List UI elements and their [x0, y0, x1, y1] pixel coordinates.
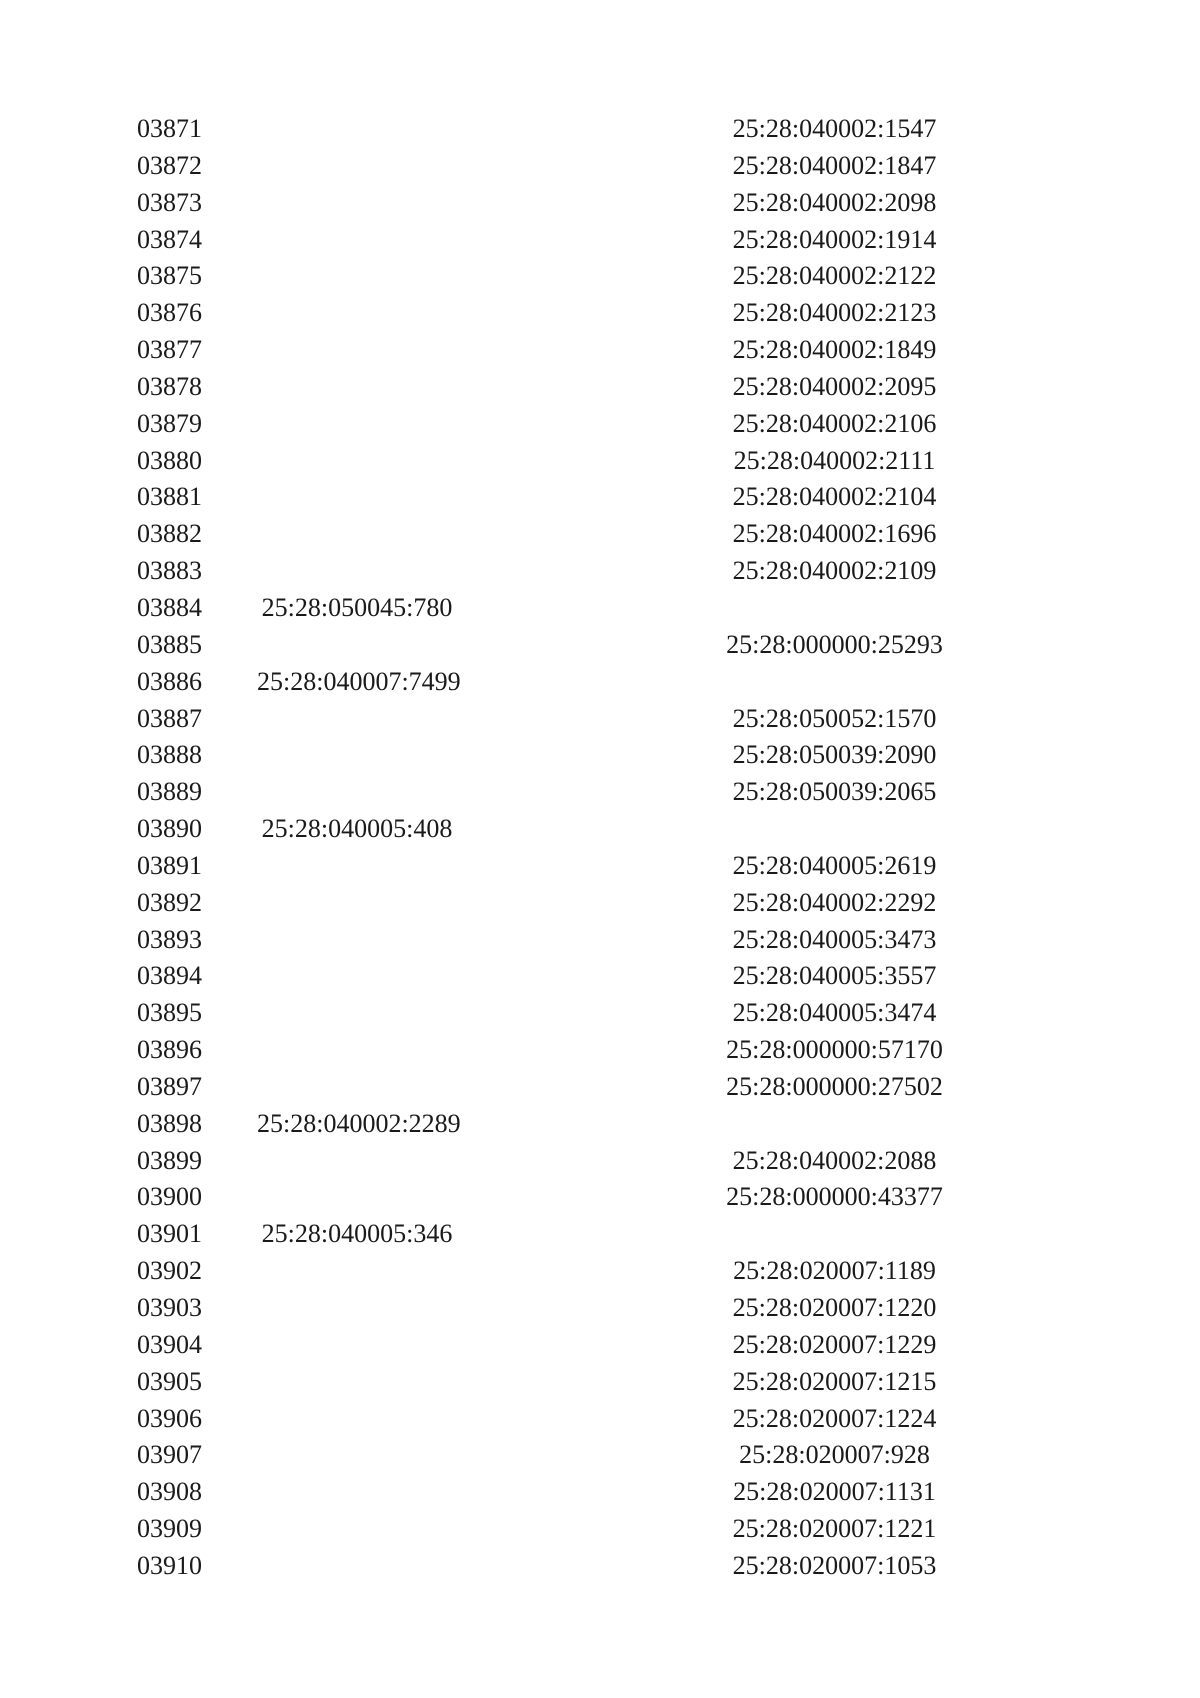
cadastral-number-primary — [257, 369, 457, 406]
table-row — [137, 516, 972, 553]
row-number: 03897 — [137, 1071, 202, 1101]
row-number: 03877 — [137, 335, 202, 365]
cadastral-number-secondary: 25:28:040002:1849 — [732, 335, 937, 365]
row-number: 03905 — [137, 1366, 202, 1396]
cadastral-number-secondary: 25:28:050052:1570 — [732, 703, 937, 733]
row-number: 03907 — [137, 1440, 202, 1470]
cadastral-number-secondary — [697, 590, 972, 627]
spacer-cell — [457, 1106, 697, 1143]
spacer-cell — [457, 479, 697, 516]
table-row — [137, 922, 972, 959]
cadastral-number-primary — [257, 1143, 457, 1180]
spacer-cell — [457, 590, 697, 627]
cadastral-number-primary: 25:28:040005:346 — [261, 1219, 453, 1249]
row-number: 03900 — [137, 1182, 202, 1212]
row-number: 03908 — [137, 1477, 202, 1507]
cadastral-number-primary — [257, 516, 457, 553]
cadastral-number-primary — [257, 995, 457, 1032]
cadastral-number-primary — [257, 774, 457, 811]
row-number: 03903 — [137, 1293, 202, 1322]
row-number: 03910 — [137, 1550, 202, 1580]
cadastral-number-secondary: 25:28:020007:928 — [739, 1440, 930, 1470]
table-row — [137, 627, 972, 664]
table-row — [137, 1032, 972, 1069]
spacer-cell — [457, 664, 697, 701]
cadastral-number-primary — [257, 295, 457, 332]
row-number: 03874 — [137, 224, 202, 254]
spacer-cell — [457, 185, 697, 222]
row-number: 03878 — [137, 371, 202, 401]
row-number: 03872 — [137, 150, 202, 180]
row-number: 03881 — [137, 482, 202, 512]
spacer-cell — [457, 1290, 697, 1327]
cadastral-number-primary: 25:28:040005:408 — [261, 814, 453, 844]
cadastral-number-primary: 25:28:050045:780 — [261, 592, 453, 622]
table-row — [137, 406, 972, 443]
cadastral-number-secondary: 25:28:040002:2292 — [732, 887, 937, 917]
spacer-cell — [457, 1253, 697, 1290]
cadastral-number-secondary: 25:28:020007:1189 — [733, 1256, 936, 1286]
row-number: 03894 — [137, 961, 202, 991]
cadastral-number-primary — [257, 443, 457, 480]
spacer-cell — [457, 332, 697, 369]
row-number: 03909 — [137, 1514, 202, 1544]
row-number: 03895 — [137, 998, 202, 1028]
spacer-cell — [457, 406, 697, 443]
table-row — [137, 222, 972, 259]
cadastral-number-primary — [257, 479, 457, 516]
cadastral-number-secondary: 25:28:000000:27502 — [726, 1071, 943, 1101]
cadastral-number-secondary: 25:28:020007:1220 — [732, 1293, 937, 1322]
row-number: 03883 — [137, 556, 202, 586]
cadastral-number-secondary — [697, 1106, 972, 1143]
cadastral-number-primary — [257, 1327, 457, 1364]
cadastral-number-primary — [257, 1032, 457, 1069]
cadastral-number-secondary: 25:28:040002:1696 — [732, 519, 937, 549]
spacer-cell — [457, 1032, 697, 1069]
cadastral-number-secondary: 25:28:040005:3474 — [732, 998, 937, 1028]
cadastral-number-secondary: 25:28:040005:3473 — [732, 924, 937, 954]
cadastral-number-secondary: 25:28:040002:2109 — [732, 556, 937, 586]
cadastral-number-primary — [257, 627, 457, 664]
table-row — [137, 1401, 972, 1438]
cadastral-number-primary — [257, 222, 457, 259]
cadastral-number-secondary: 25:28:020007:1229 — [732, 1329, 937, 1359]
cadastral-number-primary — [257, 111, 457, 148]
cadastral-number-secondary: 25:28:020007:1215 — [732, 1366, 937, 1396]
cadastral-number-secondary: 25:28:040002:2111 — [733, 445, 936, 475]
spacer-cell — [457, 222, 697, 259]
cadastral-number-secondary: 25:28:040002:2122 — [732, 261, 937, 291]
cadastral-number-primary — [257, 1290, 457, 1327]
table-row — [137, 332, 972, 369]
cadastral-number-secondary: 25:28:020007:1221 — [732, 1514, 937, 1544]
spacer-cell — [457, 516, 697, 553]
cadastral-number-secondary: 25:28:040005:2619 — [732, 850, 937, 880]
spacer-cell — [457, 1143, 697, 1180]
cadastral-number-secondary — [697, 1216, 972, 1253]
cadastral-number-secondary: 25:28:000000:25293 — [726, 629, 943, 659]
spacer-cell — [457, 995, 697, 1032]
row-number: 03888 — [137, 740, 202, 770]
spacer-cell — [457, 1364, 697, 1401]
table-row — [137, 885, 972, 922]
table-row — [137, 1327, 972, 1364]
spacer-cell — [457, 885, 697, 922]
cadastral-number-secondary: 25:28:040002:2095 — [732, 371, 937, 401]
cadastral-number-primary — [257, 258, 457, 295]
cadastral-number-secondary: 25:28:020007:1224 — [732, 1403, 937, 1433]
cadastral-number-secondary: 25:28:040002:2123 — [732, 298, 937, 328]
table-row — [137, 258, 972, 295]
spacer-cell — [457, 737, 697, 774]
row-number: 03886 — [137, 666, 202, 696]
spacer-cell — [457, 774, 697, 811]
spacer-cell — [457, 369, 697, 406]
cadastral-number-primary — [257, 1069, 457, 1106]
table-row — [137, 1143, 972, 1180]
spacer-cell — [457, 1216, 697, 1253]
spacer-cell — [457, 1327, 697, 1364]
table-row — [137, 479, 972, 516]
table-row — [137, 664, 972, 701]
row-number: 03892 — [137, 887, 202, 917]
row-number: 03890 — [137, 814, 202, 844]
table-body — [137, 111, 972, 1585]
row-number: 03887 — [137, 703, 202, 733]
spacer-cell — [457, 443, 697, 480]
spacer-cell — [457, 1069, 697, 1106]
row-number: 03904 — [137, 1329, 202, 1359]
spacer-cell — [457, 1548, 697, 1585]
cadastral-number-secondary: 25:28:040002:2088 — [732, 1145, 937, 1175]
cadastral-number-primary — [257, 958, 457, 995]
spacer-cell — [457, 958, 697, 995]
spacer-cell — [457, 295, 697, 332]
spacer-cell — [457, 811, 697, 848]
cadastral-number-secondary: 25:28:000000:57170 — [726, 1035, 943, 1065]
cadastral-number-secondary: 25:28:040002:2098 — [732, 187, 937, 217]
spacer-cell — [457, 148, 697, 185]
cadastral-number-secondary: 25:28:040002:2104 — [732, 482, 937, 512]
table-row — [137, 1179, 972, 1216]
spacer-cell — [457, 701, 697, 738]
cadastral-number-primary — [257, 1364, 457, 1401]
table-row — [137, 1437, 972, 1474]
cadastral-number-secondary — [697, 664, 972, 701]
row-number: 03876 — [137, 298, 202, 328]
cadastral-number-secondary: 25:28:040002:2106 — [732, 408, 937, 438]
spacer-cell — [457, 111, 697, 148]
cadastral-number-primary — [257, 701, 457, 738]
table-row — [137, 958, 972, 995]
cadastral-number-primary — [257, 1179, 457, 1216]
table-row — [137, 369, 972, 406]
row-number: 03902 — [137, 1256, 202, 1286]
table-row — [137, 811, 972, 848]
cadastral-number-secondary: 25:28:040005:3557 — [732, 961, 937, 991]
cadastral-number-primary: 25:28:040002:2289 — [257, 1108, 461, 1138]
cadastral-number-secondary: 25:28:000000:43377 — [726, 1182, 943, 1212]
cadastral-number-primary — [257, 406, 457, 443]
cadastral-number-secondary — [697, 811, 972, 848]
row-number: 03898 — [137, 1108, 202, 1138]
row-number: 03906 — [137, 1403, 202, 1433]
row-number: 03875 — [137, 261, 202, 291]
spacer-cell — [457, 1474, 697, 1511]
cadastral-number-primary — [257, 1548, 457, 1585]
table-row — [137, 737, 972, 774]
spacer-cell — [457, 922, 697, 959]
cadastral-number-primary — [257, 922, 457, 959]
table-row — [137, 1364, 972, 1401]
cadastral-number-primary — [257, 1474, 457, 1511]
table-row — [137, 995, 972, 1032]
table-row — [137, 1548, 972, 1585]
spacer-cell — [457, 553, 697, 590]
row-number: 03893 — [137, 924, 202, 954]
table-row — [137, 1069, 972, 1106]
cadastral-number-primary — [257, 1511, 457, 1548]
table-row — [137, 553, 972, 590]
table-row — [137, 590, 972, 627]
spacer-cell — [457, 1401, 697, 1438]
cadastral-number-primary: 25:28:040007:7499 — [257, 666, 461, 696]
table-row — [137, 148, 972, 185]
table-row — [137, 111, 972, 148]
cadastral-number-secondary: 25:28:020007:1131 — [733, 1477, 936, 1507]
row-number: 03891 — [137, 850, 202, 880]
cadastral-number-primary — [257, 148, 457, 185]
cadastral-number-secondary: 25:28:040002:1914 — [732, 224, 937, 254]
table-row — [137, 443, 972, 480]
row-number: 03901 — [137, 1219, 202, 1249]
spacer-cell — [457, 1511, 697, 1548]
table-row — [137, 1216, 972, 1253]
cadastral-number-primary — [257, 553, 457, 590]
cadastral-number-secondary: 25:28:050039:2090 — [732, 740, 937, 770]
cadastral-number-primary — [257, 332, 457, 369]
cadastral-number-primary — [257, 737, 457, 774]
spacer-cell — [457, 627, 697, 664]
table-row — [137, 774, 972, 811]
row-number: 03896 — [137, 1035, 202, 1065]
cadastral-number-primary — [257, 885, 457, 922]
row-number: 03873 — [137, 187, 202, 217]
table-row — [137, 848, 972, 885]
row-number: 03879 — [137, 408, 202, 438]
table-row — [137, 295, 972, 332]
row-number: 03885 — [137, 629, 202, 659]
row-number: 03889 — [137, 777, 202, 807]
row-number: 03899 — [137, 1145, 202, 1175]
row-number: 03882 — [137, 519, 202, 549]
table-row — [137, 1290, 972, 1327]
cadastral-number-primary — [257, 1437, 457, 1474]
cadastral-number-secondary: 25:28:040002:1547 — [732, 114, 937, 143]
row-number: 03884 — [137, 592, 202, 622]
cadastral-number-primary — [257, 185, 457, 222]
table-row — [137, 1253, 972, 1290]
cadastral-number-secondary: 25:28:040002:1847 — [732, 150, 937, 180]
spacer-cell — [457, 1437, 697, 1474]
row-number: 03871 — [137, 114, 202, 143]
cadastral-number-primary — [257, 848, 457, 885]
row-number: 03880 — [137, 445, 202, 475]
cadastral-table — [137, 111, 972, 1585]
cadastral-number-primary — [257, 1253, 457, 1290]
spacer-cell — [457, 848, 697, 885]
table-row — [137, 1511, 972, 1548]
table-row — [137, 1106, 972, 1143]
cadastral-number-primary — [257, 1401, 457, 1438]
table-row — [137, 701, 972, 738]
spacer-cell — [457, 1179, 697, 1216]
table-row — [137, 185, 972, 222]
table-row — [137, 1474, 972, 1511]
spacer-cell — [457, 258, 697, 295]
cadastral-number-secondary: 25:28:020007:1053 — [732, 1550, 937, 1580]
cadastral-number-secondary: 25:28:050039:2065 — [732, 777, 937, 807]
